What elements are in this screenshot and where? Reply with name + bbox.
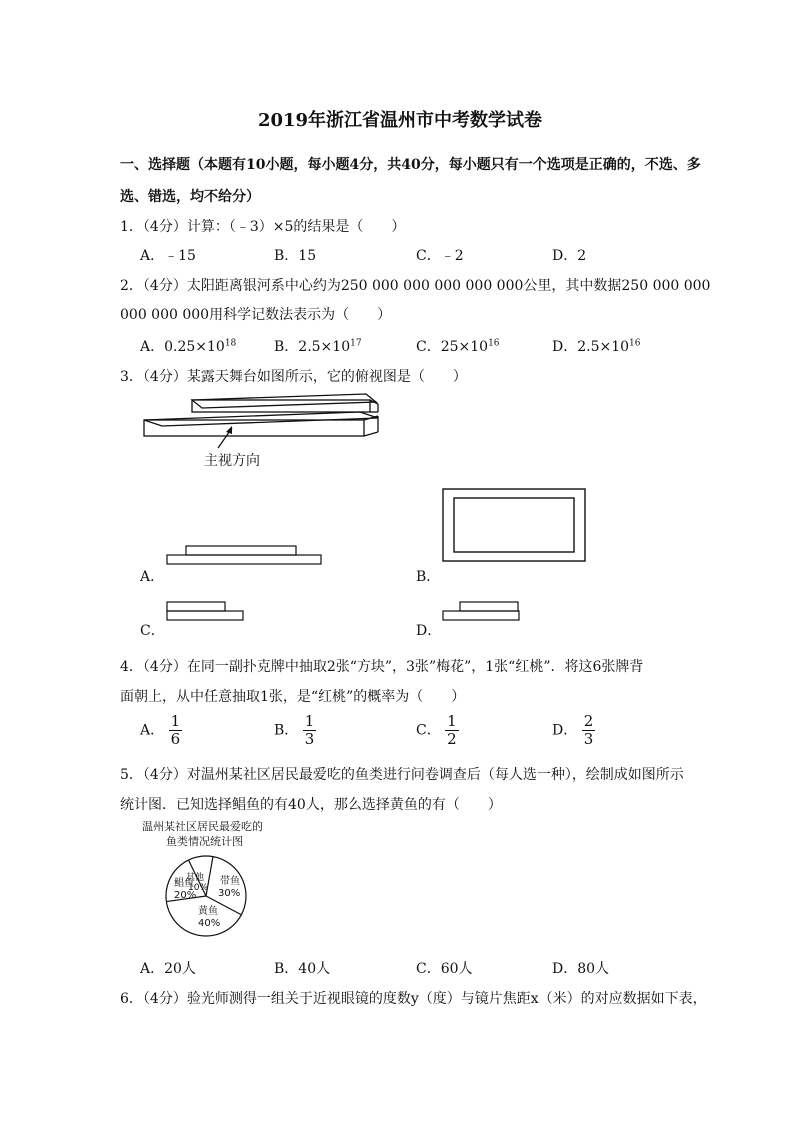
q2-option-d-base: D．2.5×10 [552,339,630,355]
question-3: 3．（4分）某露天舞台如图所示，它的俯视图是（ ） [120,369,467,385]
q3-option-b-figure [442,488,587,563]
q4-option-c-denominator: 2 [447,730,457,748]
q2-option-d-exp: 16 [629,338,641,349]
slice-pct-yellow: 40% [198,918,221,929]
q4-option-c[interactable] [416,713,459,748]
q2-option-a-exp: 18 [224,338,237,349]
q3-option-a-figure [166,544,326,568]
slice-label-pomfret: 鲳鱼 [174,878,194,889]
q5-option-c[interactable]: C．60人 [416,961,473,977]
q2-option-d[interactable] [552,336,641,356]
page-title: 2019年浙江省温州市中考数学试卷 [257,110,543,131]
question-2-line2: 000 000 000用科学记数法表示为（ ） [120,307,392,323]
q4-option-a-label: A． [140,722,165,739]
slice-label-hairtail: 带鱼 [220,876,240,887]
q4-option-b-denominator: 3 [304,730,315,748]
question-4-line1: 4．（4分）在同一副扑克牌中抽取2张“方块”，3张”梅花”，1张“红桃”．将这6张牌背 [120,659,644,675]
q4-option-d-numerator: 2 [583,712,594,730]
q2-option-b-exp: 17 [350,338,362,349]
slice-label-yellow: 黄鱼 [198,906,218,917]
question-5-line1: 5．（4分）对温州某社区居民最爱吃的鱼类进行问卷调查后（每人选一种），绘制成如图所示 [120,767,684,783]
q3-option-a[interactable]: A． [140,569,165,585]
view-direction-label: 主视方向 [204,453,260,469]
slice-pct-pomfret: 20% [174,890,197,901]
q5-option-a[interactable]: A．20人 [140,961,196,977]
q3-option-b[interactable]: B． [416,569,441,585]
q1-option-b[interactable]: B．15 [274,248,317,264]
q3-option-d-figure [442,600,522,624]
slice-label-other: 其他 [186,873,205,883]
q2-option-c-exp: 16 [488,338,500,349]
question-1: 1．（4分）计算：（﹣3）×5的结果是（ ） [120,219,406,235]
q4-option-d-label: D． [552,722,578,739]
q2-option-a[interactable] [140,336,236,356]
q4-option-c-fraction [445,713,459,748]
q3-option-c[interactable]: C． [140,623,165,639]
q4-option-a-denominator: 6 [170,730,181,748]
q4-option-d-fraction [582,713,596,748]
q4-option-a-numerator: 1 [170,712,181,730]
q4-option-b-fraction [303,713,317,748]
q3-option-d[interactable]: D． [416,623,442,639]
question-5-line2: 统计图．已知选择鲳鱼的有40人，那么选择黄鱼的有（ ） [120,797,502,813]
q4-option-a[interactable] [140,713,182,748]
slice-pct-hairtail: 30% [218,888,241,899]
stage-figure [140,390,390,470]
q3-option-c-figure [166,600,246,624]
q1-option-d[interactable]: D．2 [552,248,587,264]
q1-option-c[interactable]: C．﹣2 [416,248,464,264]
question-4-line2: 面朝上，从中任意抽取1张，是“红桃”的概率为（ ） [120,689,466,705]
q4-option-d-denominator: 3 [583,730,594,748]
q5-option-d[interactable]: D．80人 [552,961,610,977]
q4-option-b[interactable] [274,713,316,748]
q4-option-b-numerator: 1 [304,712,315,730]
q2-option-b[interactable] [274,336,362,356]
q4-option-a-fraction [169,713,183,748]
q2-option-b-base: B．2.5×10 [274,339,351,355]
q4-option-d[interactable] [552,713,595,748]
fish-pie-chart [140,818,290,948]
section-heading-line2: 选、错选，均不给分） [120,189,260,205]
q5-option-b[interactable]: B．40人 [274,961,331,977]
q1-option-a[interactable]: A．﹣15 [140,248,196,264]
slice-pct-other: 10% [188,883,209,893]
q2-option-c-base: C．25×10 [416,339,489,355]
question-2-line1: 2．（4分）太阳距离银河系中心约为250 000 000 000 000 000公里，其中数据250 000 000 [120,278,711,294]
chart-title-line2: 鱼类情况统计图 [166,835,243,848]
question-6-line1: 6．（4分）验光师测得一组关于近视眼镜的度数y（度）与镜片焦距x（米）的对应数据如下表， [120,991,707,1007]
q4-option-b-label: B． [274,722,299,739]
q2-option-a-base: A．0.25×10 [140,339,225,355]
chart-title-line1: 温州某社区居民最爱吃的 [142,820,263,833]
section-heading-line1: 一、选择题（本题有10小题，每小题4分，共40分，每小题只有一个选项是正确的，不选、多 [120,157,701,173]
q4-option-c-label: C． [416,722,441,739]
q4-option-c-numerator: 1 [447,712,457,730]
q2-option-c[interactable] [416,336,500,356]
